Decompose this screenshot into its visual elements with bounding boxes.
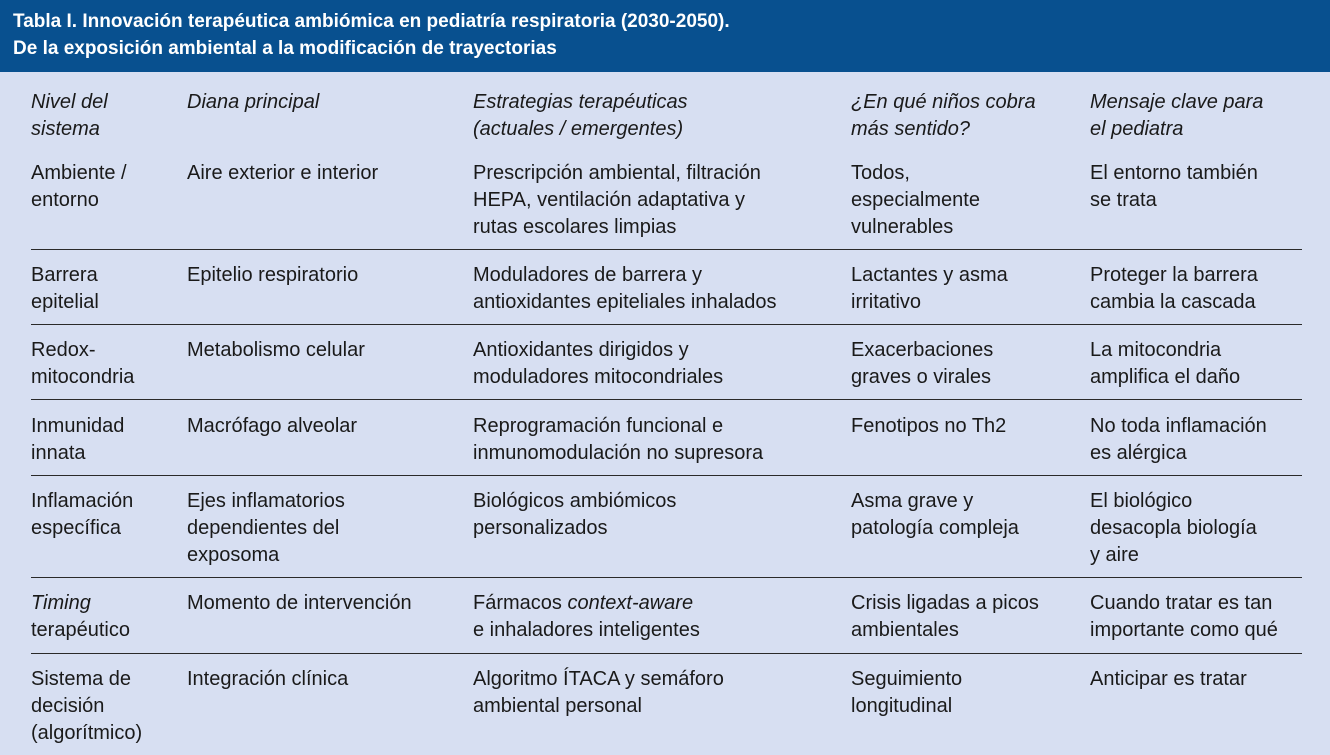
cell-ninos: Exacerbaciones graves o virales: [851, 339, 994, 388]
cell-diana: Ejes inflamatorios dependientes del exposoma: [187, 490, 345, 566]
cell-diana: Integración clínica: [187, 668, 349, 690]
row-divider: [31, 653, 1302, 654]
cell-ninos: Seguimiento longitudinal: [851, 668, 963, 717]
cell-nivel: Barrera epitelial: [31, 264, 99, 313]
table-title-line-1: Tabla I. Innovación terapéutica ambiómica en pediatría respiratoria (2030-2050).: [13, 11, 730, 32]
cell-nivel: Inmunidad innata: [31, 415, 125, 464]
cell-estrategias: Prescripción ambiental, filtración HEPA, ventilación adaptativa y rutas escolares limpias: [473, 162, 761, 238]
cell-estrategias: Biológicos ambiómicos personalizados: [473, 490, 677, 539]
cell-mensaje: Proteger la barrera cambia la cascada: [1090, 264, 1258, 313]
row-divider: [31, 324, 1302, 325]
row-divider: [31, 249, 1302, 250]
column-header-nivel: Nivel del sistema: [31, 91, 108, 140]
cell-ninos: Crisis ligadas a picos ambientales: [851, 592, 1039, 641]
cell-mensaje: La mitocondria amplifica el daño: [1090, 339, 1241, 388]
cell-mensaje: Cuando tratar es tan importante como qué: [1090, 592, 1278, 641]
column-header-diana: Diana principal: [187, 91, 320, 113]
cell-estrategias: Algoritmo ÍTACA y semáforo ambiental personal: [473, 668, 724, 717]
cell-nivel: Ambiente / entorno: [31, 162, 127, 211]
cell-estrategias: Antioxidantes dirigidos y moduladores mitocondriales: [473, 339, 724, 388]
cell-nivel: Redox- mitocondria: [31, 339, 135, 388]
cell-nivel: Inflamación específica: [31, 490, 134, 539]
cell-estrategias: Moduladores de barrera y antioxidantes epiteliales inhalados: [473, 264, 777, 313]
table-title: [0, 0, 1330, 72]
cell-mensaje: El biológico desacopla biología y aire: [1090, 490, 1257, 566]
cell-ninos: Fenotipos no Th2: [851, 415, 1007, 437]
column-header-ninos: ¿En qué niños cobra más sentido?: [851, 91, 1036, 140]
cell-ninos: Asma grave y patología compleja: [851, 490, 1019, 539]
cell-ninos: Lactantes y asma irritativo: [851, 264, 1008, 313]
cell-estrategias: Fármacos context-aware e inhaladores inteligentes: [473, 592, 700, 641]
column-header-estrategias: Estrategias terapéuticas (actuales / emergentes): [473, 91, 688, 140]
table-title-line-2: De la exposición ambiental a la modificación de trayectorias: [13, 38, 557, 59]
cell-nivel: Sistema de decisión (algorítmico): [31, 668, 143, 744]
cell-diana: Aire exterior e interior: [187, 162, 379, 184]
row-divider: [31, 475, 1302, 476]
cell-estrategias: Reprogramación funcional e inmunomodulación no supresora: [473, 415, 764, 464]
cell-ninos: Todos, especialmente vulnerables: [851, 162, 980, 238]
cell-mensaje: El entorno también se trata: [1090, 162, 1258, 211]
row-divider: [31, 399, 1302, 400]
row-divider: [31, 577, 1302, 578]
table-body: [0, 72, 1330, 755]
cell-diana: Epitelio respiratorio: [187, 264, 359, 286]
cell-diana: Momento de intervención: [187, 592, 412, 614]
cell-diana: Macrófago alveolar: [187, 415, 358, 437]
cell-mensaje: No toda inflamación es alérgica: [1090, 415, 1267, 464]
cell-mensaje: Anticipar es tratar: [1090, 668, 1247, 690]
column-header-mensaje: Mensaje clave para el pediatra: [1090, 91, 1264, 140]
cell-nivel: Timing terapéutico: [31, 592, 130, 641]
cell-diana: Metabolismo celular: [187, 339, 365, 361]
